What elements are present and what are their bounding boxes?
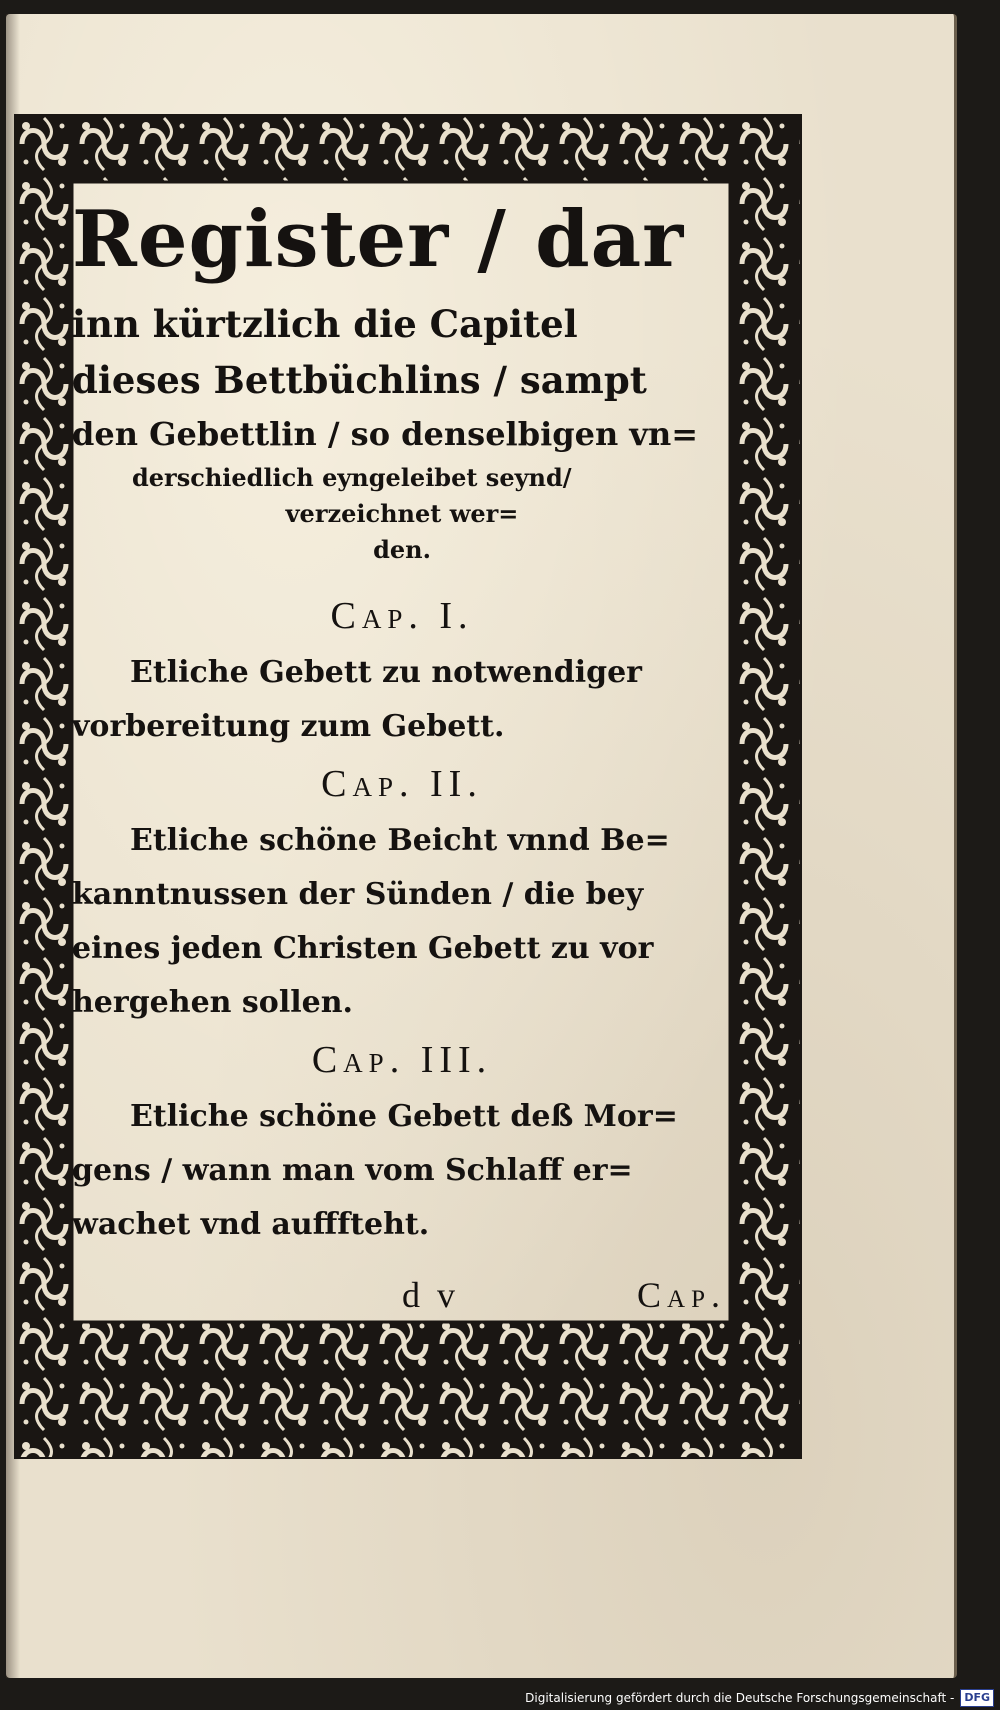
title-line-7: den.	[373, 535, 431, 564]
chapter-entry-line: gens / wann man vom Schlaff er=	[72, 1153, 633, 1188]
title-line-4: den Gebettlin / so denselbigen vn=	[72, 415, 699, 453]
chapter-entry-line: hergehen sollen.	[72, 985, 353, 1020]
chapter-entry-line: eines jeden Christen Gebett zu vor	[72, 931, 654, 966]
chapter-entry-line: vorbereitung zum Gebett.	[72, 709, 505, 744]
dfg-logo: DFG	[960, 1689, 994, 1707]
catchline	[72, 1274, 732, 1324]
title-page-text	[72, 194, 732, 1314]
title-line-2: inn kürtzlich die Capitel	[72, 302, 578, 346]
chapter-heading: Cap. III.	[311, 1039, 493, 1081]
chapter-entry-line: wachet vnd aufffteht.	[72, 1207, 430, 1242]
catchword: Cap.	[637, 1275, 726, 1315]
chapter-entry-line: Etliche schöne Beicht vnnd Be=	[130, 823, 670, 858]
title-line-6: verzeichnet wer=	[285, 499, 519, 528]
chapter-entry-line: Etliche Gebett zu notwendiger	[130, 655, 642, 690]
title-line-1: Register / dar	[72, 194, 685, 285]
title-line-3: dieses Bettbüchlins / sampt	[72, 358, 647, 402]
chapter-entry-line: Etliche schöne Gebett deß Mor=	[130, 1099, 678, 1134]
chapter-heading: Cap. I.	[330, 595, 474, 637]
credit-text: Digitalisierung gefördert durch die Deutsche Forschungsgemeinschaft -	[525, 1691, 955, 1705]
chapter-heading: Cap. II.	[321, 763, 483, 805]
title-line-5: derschiedlich eyngeleibet seynd/	[132, 463, 572, 492]
chapter-entry-line: kanntnussen der Sünden / die bey	[72, 877, 644, 912]
digitization-credit	[525, 1688, 994, 1708]
book-page	[6, 14, 957, 1678]
signature-mark: d v	[402, 1275, 459, 1315]
